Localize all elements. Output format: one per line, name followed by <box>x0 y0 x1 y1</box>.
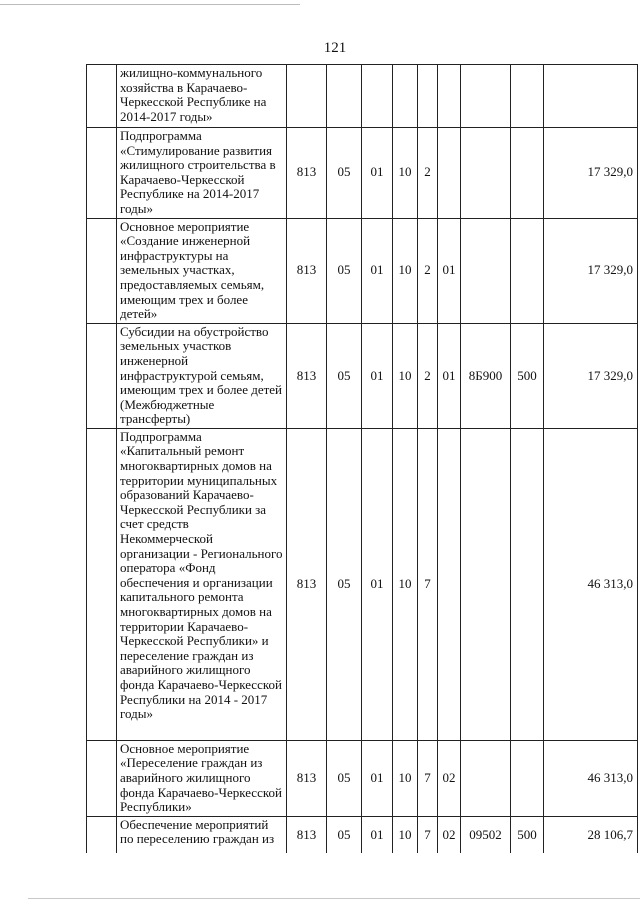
event-code: 01 <box>438 218 461 323</box>
expense-type-code <box>511 65 544 128</box>
subsection-code: 01 <box>362 218 393 323</box>
table-row <box>87 218 638 323</box>
budget-table <box>86 64 638 853</box>
event-code <box>438 128 461 219</box>
item-name: Основное мероприятие «Переселение граждан из аварийного жилищного фонда Карачаево-Черкесской Республики» <box>117 740 287 816</box>
table-row <box>87 65 638 128</box>
section-code: 05 <box>327 428 362 740</box>
program-code: 10 <box>393 323 418 428</box>
event-code <box>438 65 461 128</box>
ministry-code: 813 <box>287 428 327 740</box>
ministry-code: 813 <box>287 218 327 323</box>
event-code: 01 <box>438 323 461 428</box>
page-number: 121 <box>323 40 347 56</box>
blank-cell <box>87 323 117 428</box>
item-name: Субсидии на обустройство земельных участков инженерной инфраструктурой семьям, имеющим трех и более детей (Межбюджетные трансферты) <box>117 323 287 428</box>
event-code <box>438 428 461 740</box>
subprogram-code: 2 <box>418 323 438 428</box>
item-name: Обеспечение мероприятий по переселению граждан из <box>117 816 287 853</box>
expense-type-code: 500 <box>511 816 544 853</box>
subsection-code: 01 <box>362 816 393 853</box>
blank-cell <box>87 128 117 219</box>
amount: 17 329,0 <box>544 218 638 323</box>
item-name: жилищно-коммунального хозяйства в Карачаево-Черкесской Республике на 2014-2017 годы» <box>117 65 287 128</box>
direction-code: 09502 <box>461 816 511 853</box>
program-code: 10 <box>393 816 418 853</box>
amount: 46 313,0 <box>544 740 638 816</box>
subprogram-code: 7 <box>418 740 438 816</box>
section-code: 05 <box>327 218 362 323</box>
direction-code <box>461 740 511 816</box>
program-code: 10 <box>393 218 418 323</box>
amount <box>544 65 638 128</box>
ministry-code: 813 <box>287 740 327 816</box>
program-code: 10 <box>393 128 418 219</box>
expense-type-code <box>511 740 544 816</box>
direction-code <box>461 65 511 128</box>
expense-type-code: 500 <box>511 323 544 428</box>
direction-code <box>461 218 511 323</box>
section-code: 05 <box>327 323 362 428</box>
subprogram-code: 2 <box>418 128 438 219</box>
scan-edge-line-bottom <box>28 898 640 899</box>
table-row <box>87 128 638 219</box>
blank-cell <box>87 218 117 323</box>
blank-cell <box>87 428 117 740</box>
amount: 17 329,0 <box>544 323 638 428</box>
amount: 28 106,7 <box>544 816 638 853</box>
item-name: Основное мероприятие «Создание инженерной инфраструктуры на земельных участках, предоставляемых семьям, имеющим трех и более детей» <box>117 218 287 323</box>
section-code: 05 <box>327 740 362 816</box>
blank-cell <box>87 65 117 128</box>
section-code <box>327 65 362 128</box>
subsection-code: 01 <box>362 740 393 816</box>
subsection-code: 01 <box>362 323 393 428</box>
ministry-code: 813 <box>287 128 327 219</box>
ministry-code: 813 <box>287 323 327 428</box>
amount: 17 329,0 <box>544 128 638 219</box>
expense-type-code <box>511 428 544 740</box>
item-name: Подпрограмма «Стимулирование развития жилищного строительства в Карачаево-Черкесской Республике на 2014-2017 годы» <box>117 128 287 219</box>
subprogram-code <box>418 65 438 128</box>
subprogram-code: 7 <box>418 428 438 740</box>
subsection-code: 01 <box>362 428 393 740</box>
event-code: 02 <box>438 740 461 816</box>
scan-edge-line <box>0 4 300 5</box>
ministry-code <box>287 65 327 128</box>
event-code: 02 <box>438 816 461 853</box>
subsection-code: 01 <box>362 128 393 219</box>
subprogram-code: 7 <box>418 816 438 853</box>
subprogram-code: 2 <box>418 218 438 323</box>
direction-code: 8Б900 <box>461 323 511 428</box>
table-row <box>87 428 638 740</box>
section-code: 05 <box>327 816 362 853</box>
program-code: 10 <box>393 740 418 816</box>
expense-type-code <box>511 218 544 323</box>
item-name: Подпрограмма «Капитальный ремонт многоквартирных домов на территории муниципальных образований Карачаево-Черкесской Республики за счет средств Некоммерческой организации - Регионального оператора «Фонд обеспечения и организации капитального ремонта многоквартирных домов на территории Карачаево-Черкесской Республики» и переселение граждан из аварийного жилищного фонда Карачаево-Черкесской Республики на 2014 - 2017 годы» <box>117 428 287 740</box>
direction-code <box>461 128 511 219</box>
section-code: 05 <box>327 128 362 219</box>
ministry-code: 813 <box>287 816 327 853</box>
program-code <box>393 65 418 128</box>
program-code: 10 <box>393 428 418 740</box>
blank-cell <box>87 816 117 853</box>
expense-type-code <box>511 128 544 219</box>
blank-cell <box>87 740 117 816</box>
table-row <box>87 740 638 816</box>
amount: 46 313,0 <box>544 428 638 740</box>
direction-code <box>461 428 511 740</box>
subsection-code <box>362 65 393 128</box>
table-row <box>87 323 638 428</box>
table-row <box>87 816 638 853</box>
